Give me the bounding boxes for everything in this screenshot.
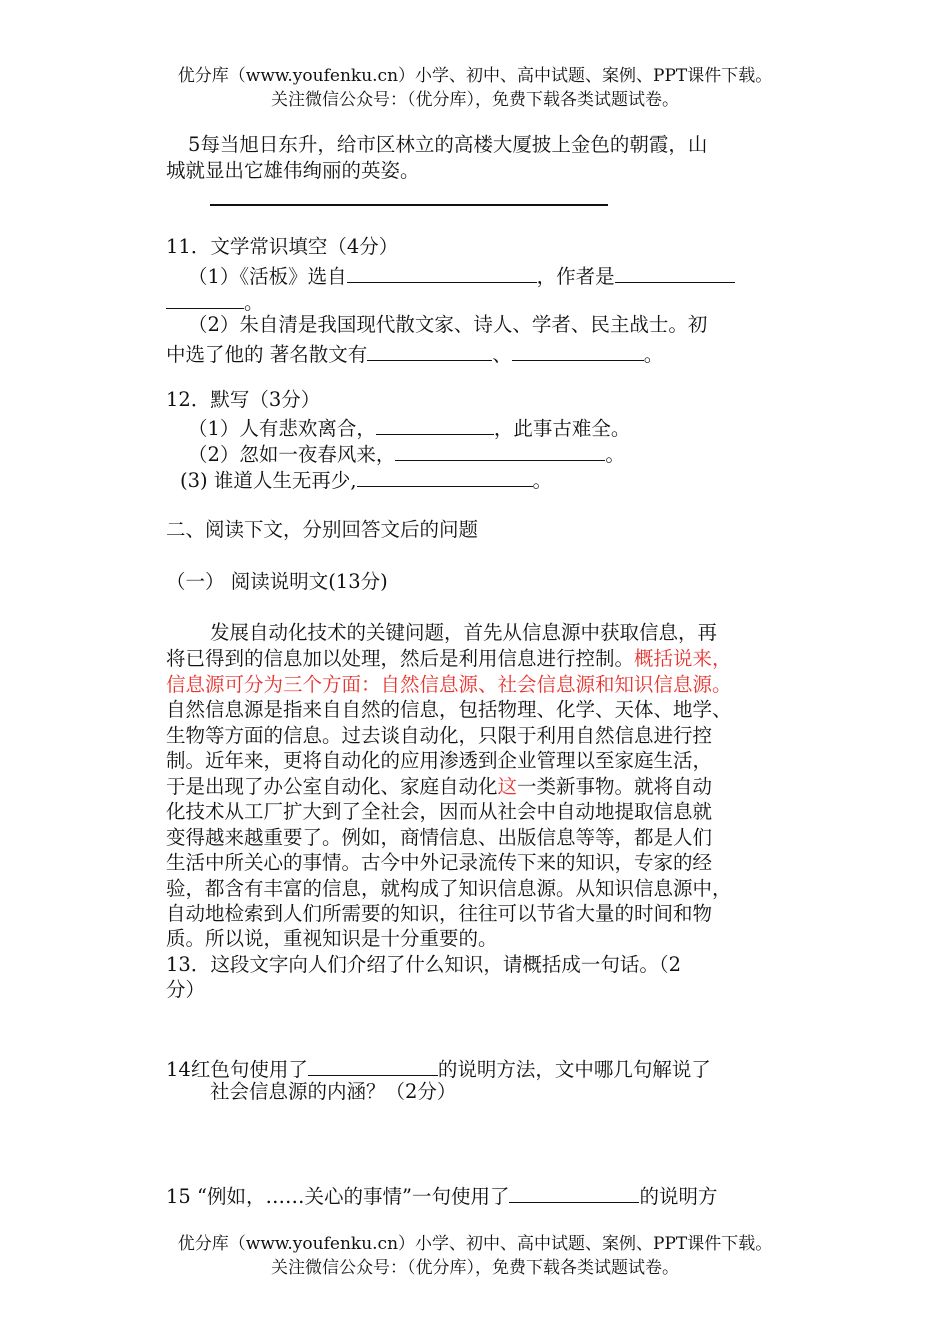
q11-item-2-text-c: 、 xyxy=(492,343,512,366)
q15-text-a: 15 “例如，……关心的事情”一句使用了 xyxy=(166,1185,510,1208)
passage-line-7 xyxy=(166,774,712,800)
q14-line-2: 社会信息源的内涵？（2分） xyxy=(210,1080,457,1103)
q11-item-1-text-c: 。 xyxy=(244,291,264,314)
passage-line-10: 生活中所关心的事情。古今中外记录流传下来的知识，专家的经 xyxy=(166,851,713,874)
q11-item-2-line-1: （2）朱自清是我国现代散文家、诗人、学者、民主战士。初 xyxy=(188,313,708,336)
q12-blank-2[interactable] xyxy=(395,438,605,461)
q14-text-a: 14红色句使用了 xyxy=(166,1058,308,1081)
q12-item-2-text-a: （2）忽如一夜春风来， xyxy=(188,443,396,466)
passage-line-2 xyxy=(166,646,732,672)
q11-item-2-line-2 xyxy=(166,338,663,368)
q15-blank[interactable] xyxy=(509,1180,639,1203)
q14-blank[interactable] xyxy=(308,1053,438,1076)
passage-line-9: 变得越来越重要了。例如，商情信息、出版信息等等，都是人们 xyxy=(166,826,713,849)
q11-item-1 xyxy=(188,260,735,290)
section-2-title: 二、阅读下文，分别回答文后的问题 xyxy=(166,518,479,541)
q5-line-1: 5每当旭日东升，给市区林立的高楼大厦披上金色的朝霞，山 xyxy=(188,133,708,156)
header-line-2: 关注微信公众号：（优分库），免费下载各类试题试卷。 xyxy=(271,90,679,110)
q12-item-3-text-a: (3) 谁道人生无再少, xyxy=(180,469,357,492)
passage-line-7-text-a: 于是出现了办公室自动化、家庭自动化 xyxy=(166,775,498,798)
q14-text-b: 的说明方法，文中哪几句解说了 xyxy=(437,1058,711,1081)
q5-line-2: 城就显出它雄伟绚丽的英姿。 xyxy=(166,159,420,182)
section-2-sub: （一） 阅读说明文(13分) xyxy=(166,570,388,593)
passage-red-word: 这 xyxy=(497,775,518,798)
q12-item-1-text-b: ，此事古难全。 xyxy=(493,417,631,440)
passage-line-8: 化技术从工厂扩大到了全社会，因而从社会中自动地提取信息就 xyxy=(166,800,713,823)
passage-line-1: 发展自动化技术的关键问题，首先从信息源中获取信息，再 xyxy=(210,621,718,644)
q11-item-2-text-d: 。 xyxy=(643,343,664,366)
q11-blank-source[interactable] xyxy=(347,260,537,283)
passage-red-sentence: 信息源可分为三个方面：自然信息源、社会信息源和知识信息源。 xyxy=(166,673,732,696)
passage-line-12: 自动地检索到人们所需要的知识，往往可以节省大量的时间和物 xyxy=(166,902,713,925)
q13-line-2: 分） xyxy=(166,978,206,1001)
footer-line-2: 关注微信公众号：（优分库），免费下载各类试题试卷。 xyxy=(271,1258,679,1278)
q11-item-1-text-a: （1）《活板》选自 xyxy=(188,265,347,288)
q12-item-3 xyxy=(180,464,552,494)
q12-blank-3[interactable] xyxy=(357,464,533,487)
header-line-1: 优分库（www.youfenku.cn）小学、初中、高中试题、案例、PPT课件下载。 xyxy=(177,66,773,86)
q12-title: 12．默写（3分） xyxy=(166,388,321,411)
q11-blank-author[interactable] xyxy=(615,260,735,283)
q12-item-1-text-a: （1）人有悲欢离合， xyxy=(188,417,376,440)
q11-blank-essay-1[interactable] xyxy=(367,338,492,361)
passage-line-7-text-b: 一类新事物。就将自动 xyxy=(517,775,713,798)
q12-blank-1[interactable] xyxy=(376,412,494,435)
passage-line-5: 生物等方面的信息。过去谈自动化，只限于利用自然信息进行控 xyxy=(166,724,713,747)
passage-line-4: 自然信息源是指来自自然的信息，包括物理、化学、天体、地学、 xyxy=(166,698,732,721)
passage-line-11: 验，都含有丰富的信息，就构成了知识信息源。从知识信息源中， xyxy=(166,877,732,900)
q12-item-2-text-b: 。 xyxy=(605,443,625,466)
passage-line-2-text: 将已得到的信息加以处理，然后是利用信息进行控制。 xyxy=(166,647,635,670)
passage-red-sentence-start: 概括说来， xyxy=(634,647,732,670)
passage-line-6: 制。近年来，更将自动化的应用渗透到企业管理以至家庭生活， xyxy=(166,749,713,772)
q12-item-3-text-b: 。 xyxy=(532,469,553,492)
q13-line-1: 13．这段文字向人们介绍了什么知识，请概括成一句话。（2 xyxy=(166,953,681,976)
q11-blank-author-cont[interactable] xyxy=(166,286,244,309)
q15-line-1 xyxy=(166,1180,717,1210)
q11-item-1-text-b: ，作者是 xyxy=(536,265,615,288)
passage-line-13: 质。所以说，重视知识是十分重要的。 xyxy=(166,927,498,950)
q15-text-b: 的说明方 xyxy=(639,1185,718,1208)
q11-title: 11．文学常识填空（4分） xyxy=(166,235,399,258)
footer-line-1: 优分库（www.youfenku.cn）小学、初中、高中试题、案例、PPT课件下载。 xyxy=(177,1234,773,1254)
q11-blank-essay-2[interactable] xyxy=(512,338,644,361)
q5-answer-line[interactable] xyxy=(210,204,608,206)
q11-item-2-text-b: 中选了他的 著名散文有 xyxy=(166,343,368,366)
